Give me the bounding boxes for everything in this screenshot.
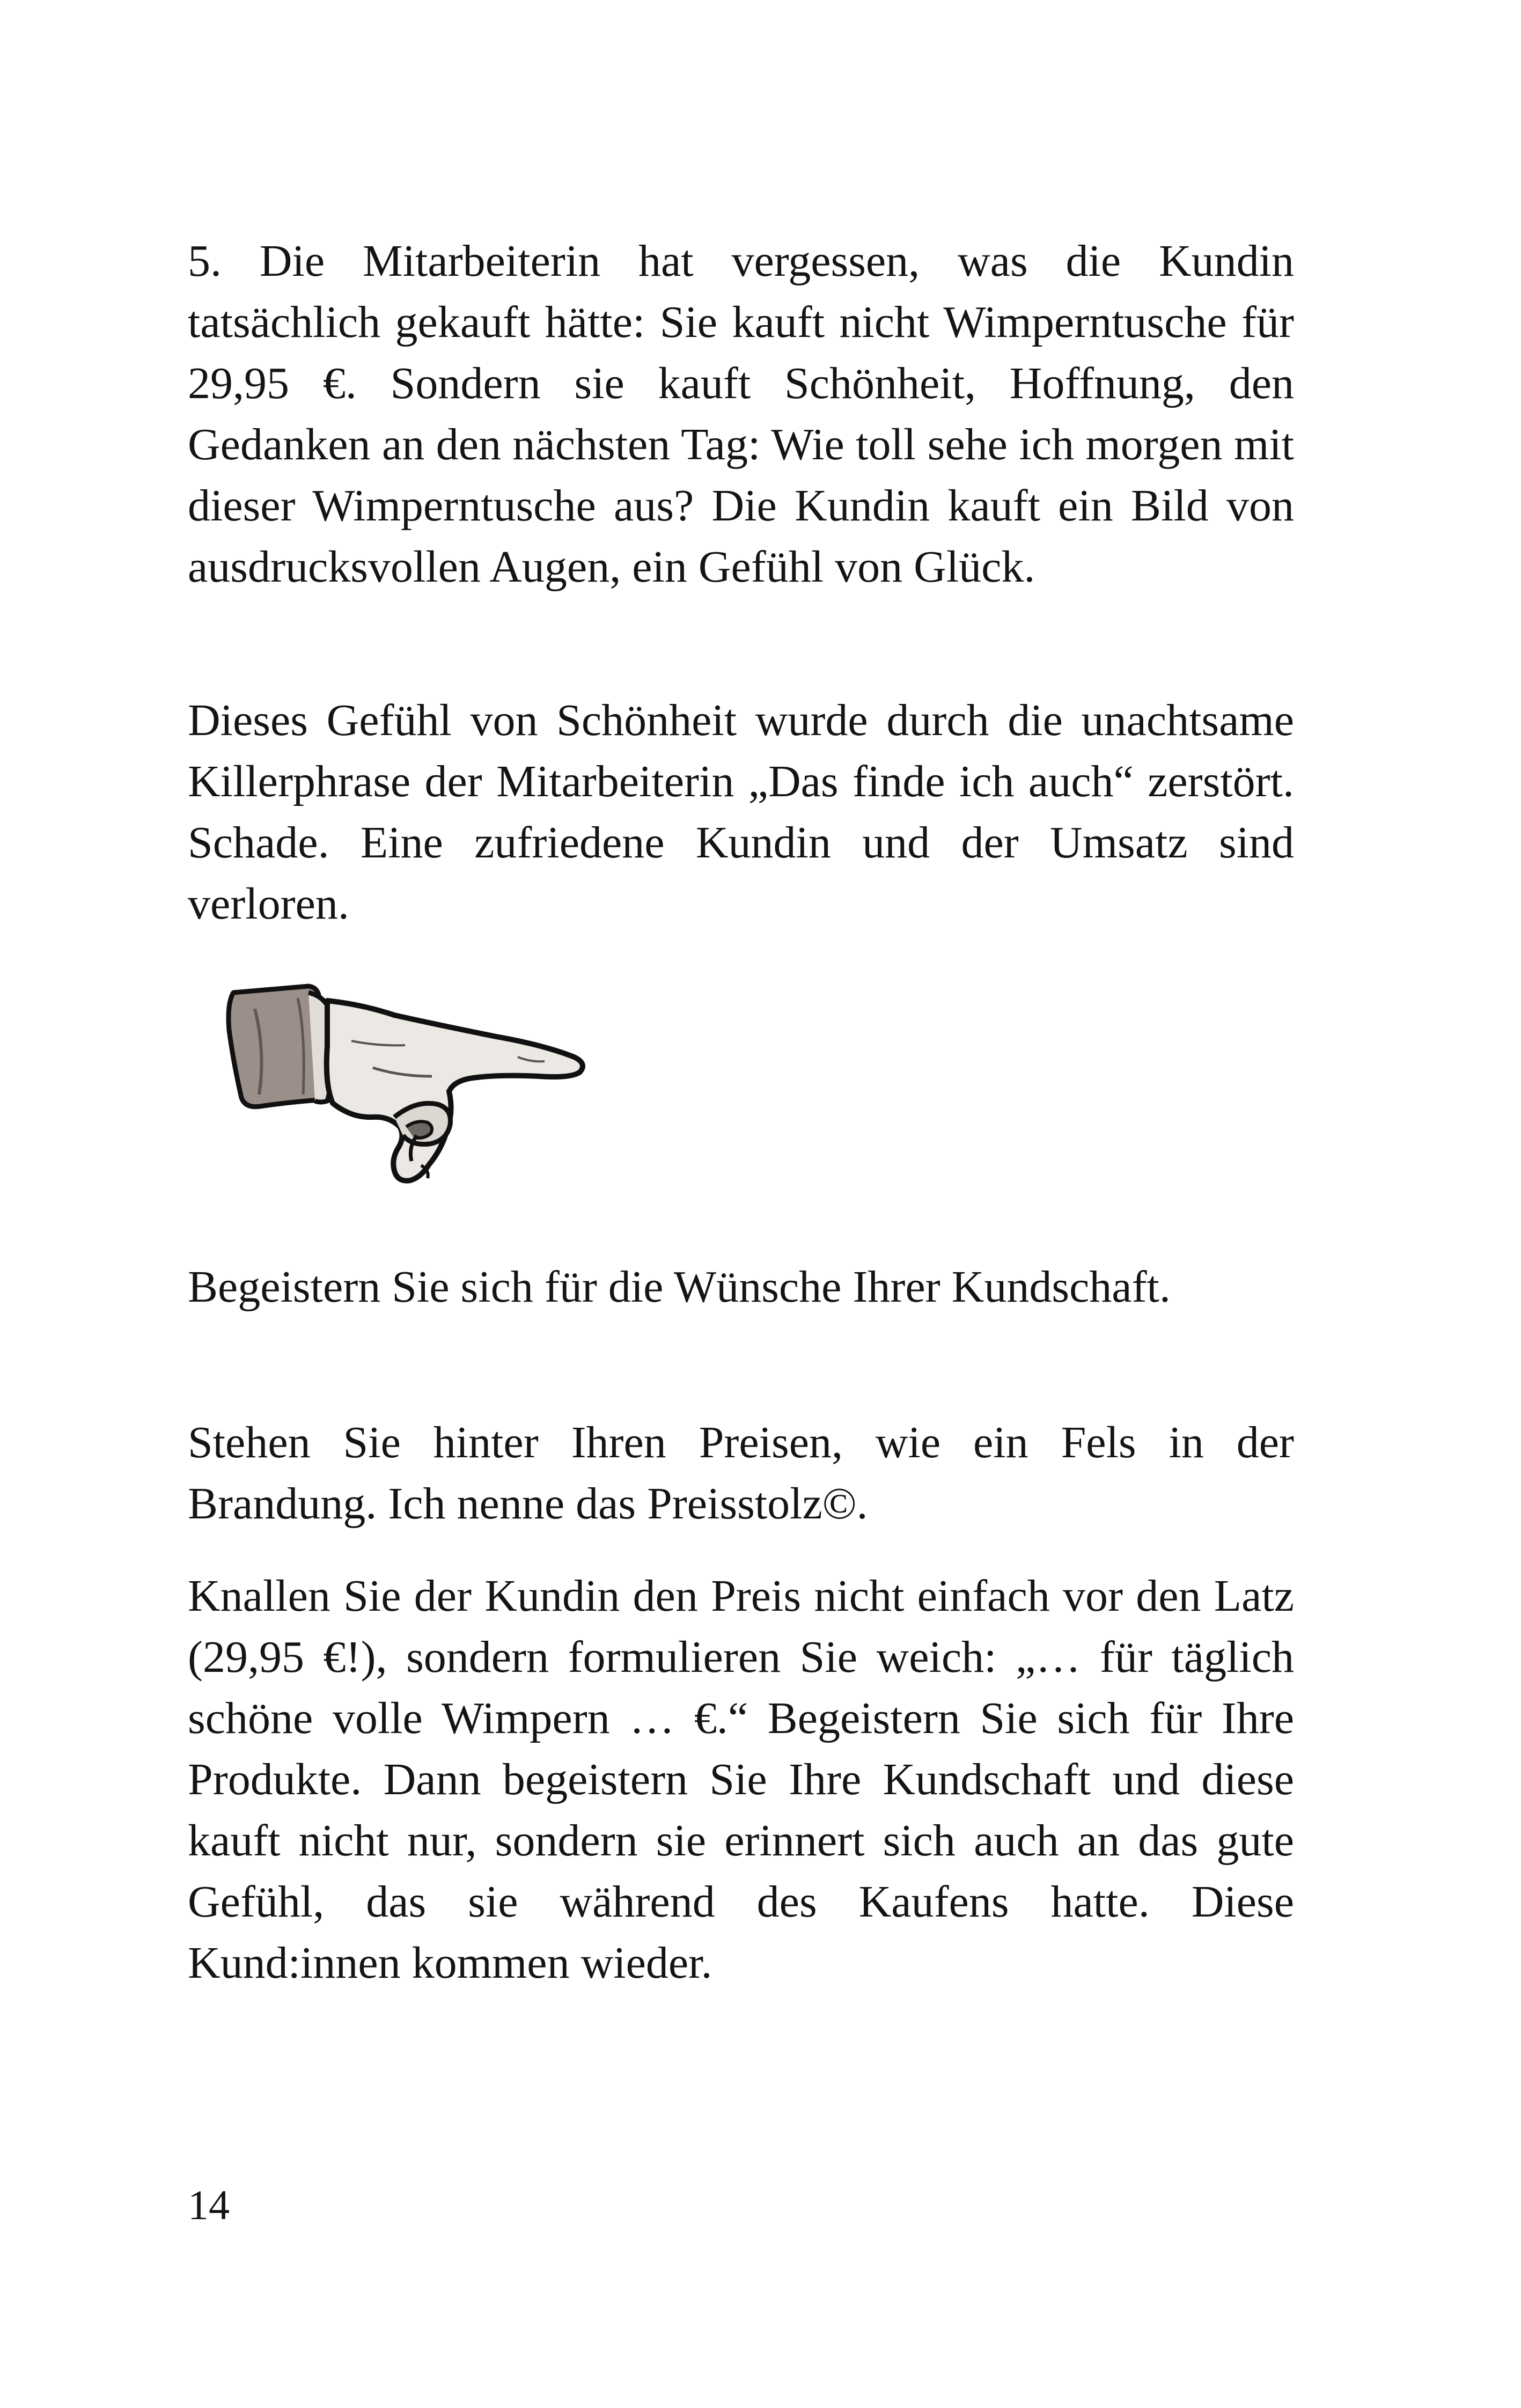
pointing-hand-icon bbox=[217, 977, 625, 1202]
paragraph-soft-price-wording: Knallen Sie der Kundin den Preis nicht einfach vor den Latz (29,95 €!), sondern formulieren Sie weich: „… für täglich schöne volle Wimpern … €.“ Begeistern Sie sich für Ihre Produkte. Dann begeistern Sie Ihre Kundschaft und diese kauft nicht nur, sondern sie erinnert sich auch an das gute Gefühl, das sie während des Kaufens hatte. Diese Kund:innen kommen wieder. bbox=[188, 1571, 1294, 1988]
paragraph-price-pride: Stehen Sie hinter Ihren Preisen, wie ein Fels in der Brandung. Ich nenne das Preisstolz©. bbox=[188, 1418, 1294, 1529]
page-number: 14 bbox=[188, 2182, 230, 2228]
paragraph-customer-wishes: Begeistern Sie sich für die Wünsche Ihrer Kundschaft. bbox=[188, 1262, 1171, 1312]
paragraph-eyelash-purchase: 5. Die Mitarbeiterin hat vergessen, was die Kundin tatsächlich gekauft hätte: Sie kauft nicht Wimperntusche für 29,95 €. Sondern sie kauft Schönheit, Hoffnung, den Gedanken an den nächsten Tag: Wie toll sehe ich morgen mit dieser Wimperntusche aus? Die Kundin kauft ein Bild von ausdrucksvollen Augen, ein Gefühl von Glück. bbox=[188, 236, 1294, 592]
paragraph-killer-phrase: Dieses Gefühl von Schönheit wurde durch die unachtsame Killerphrase der Mitarbeiterin „Das finde ich auch“ zerstört. Schade. Eine zufriedene Kundin und der Umsatz sind verloren. bbox=[188, 695, 1294, 929]
